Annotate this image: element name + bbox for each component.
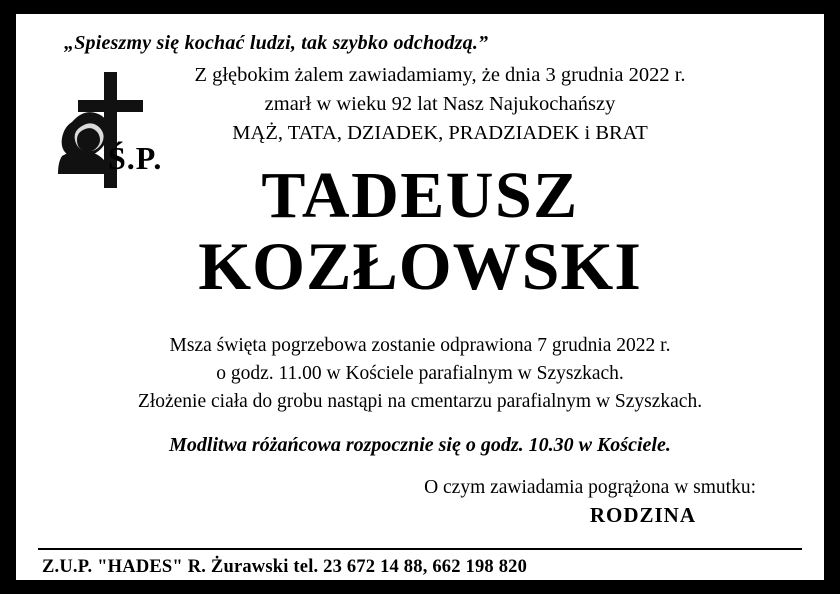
details-line-2: o godz. 11.00 w Kościele parafialnym w Szyszkach. xyxy=(216,362,624,384)
family-signature: RODZINA xyxy=(589,503,696,528)
details-line-3: Złożenie ciała do grobu nastąpi na cmentarzu parafialnym w Szyszkach. xyxy=(137,391,703,413)
quote-text: „Spieszmy się kochać ludzi, tak szybko odchodzą.” xyxy=(64,32,489,54)
ceremony-details xyxy=(38,332,802,417)
intro-line-2: zmarł w wieku 92 lat Nasz Najukochańszy xyxy=(264,93,616,116)
footer-divider xyxy=(38,548,802,550)
intro-line-1: Z głębokim żalem zawiadamiamy, że dnia 3 grudnia 2022 r. xyxy=(194,64,686,86)
intro-line-3: MĄŻ, TATA, DZIADEK, PRADZIADEK i BRAT xyxy=(232,122,648,145)
deceased-last-name: KOZŁOWSKI xyxy=(198,227,642,304)
deceased-first-name: TADEUSZ xyxy=(261,159,579,233)
closing-text: O czym zawiadamia pogrążona w smutku: xyxy=(424,477,756,499)
notice-inner-frame xyxy=(14,12,826,582)
details-line-1: Msza święta pogrzebowa zostanie odprawiona 7 grudnia 2022 r. xyxy=(169,334,671,356)
prayer-note: Modlitwa różańcowa rozpocznie się o godz. 10.30 w Kościele. xyxy=(169,434,671,457)
sp-label: Ś.P. xyxy=(108,140,163,176)
funeral-home-footer: Z.U.P. "HADES" R. Żurawski tel. 23 672 14 88, 662 198 820 xyxy=(42,557,528,577)
